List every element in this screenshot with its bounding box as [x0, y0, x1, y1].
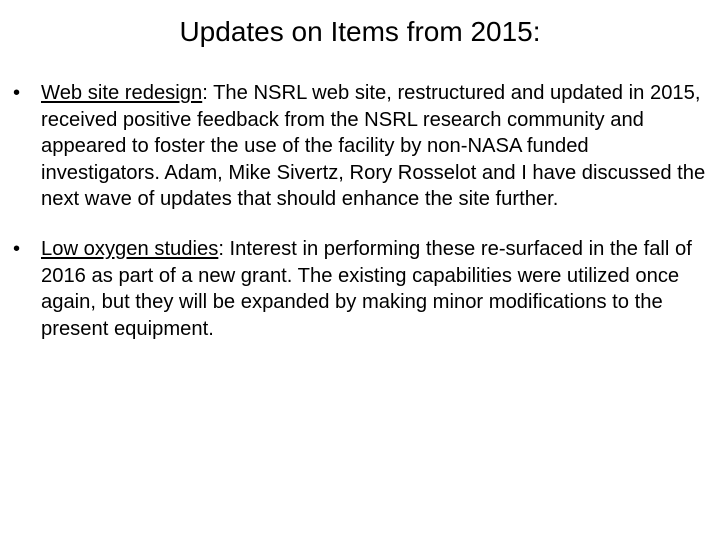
slide-title: Updates on Items from 2015:	[179, 16, 541, 47]
bullet-separator: :	[218, 237, 224, 260]
bullet-item-web-site-redesign	[0, 80, 720, 213]
bullet-heading: Web site redesign	[41, 82, 203, 104]
bullet-item-low-oxygen-studies	[0, 236, 720, 342]
bullet-icon: •	[13, 82, 21, 104]
bullet-separator: :	[202, 82, 208, 104]
bullet-list	[0, 80, 720, 342]
bullet-heading: Low oxygen studies	[41, 237, 219, 260]
bullet-body: The NSRL web site, restructured and updated in 2015, received positive feedback from the NSRL research community and appeared to foster the use of the facility by non-NASA funded investigators. Adam, Mike Sivertz, Rory Rosselot and I have discussed the next wave of updates that should enhance the site further.	[41, 82, 706, 211]
bullet-body: Interest in performing these re-surfaced in the fall of 2016 as part of a new grant. The existing capabilities were utilized once again, but they will be expanded by making minor modifications to the present equipment.	[41, 237, 692, 340]
bullet-icon: •	[13, 237, 21, 260]
